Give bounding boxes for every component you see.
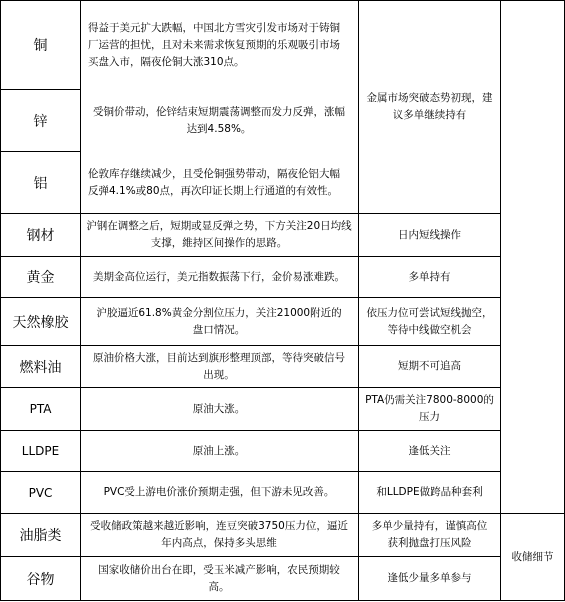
analysis-text: 国家收储价出台在即，受玉米减产影响，农民预期较高。 <box>98 563 340 593</box>
outlook-text: 日内短线操作 <box>398 228 461 241</box>
analysis-cell <box>82 214 356 256</box>
analysis-cell <box>82 346 356 387</box>
analysis-text: 原油价格大涨，目前达到旗形整理顶部，等待突破信号出现。 <box>93 351 345 381</box>
analysis-text: PVC受上游电价涨价预期走强，但下游未见改善。 <box>103 486 335 498</box>
analysis-cell <box>82 152 356 213</box>
outlook-text: 多单持有 <box>408 270 451 283</box>
column-divider <box>500 0 501 601</box>
outlook-text: 逢低少量多单参与 <box>387 572 472 584</box>
analysis-cell <box>82 472 356 513</box>
outlook-text: PTA仍需关注7800-8000的压力 <box>365 394 494 423</box>
outlook-text: 和LLDPE做跨品种套利 <box>376 486 483 498</box>
analysis-text: 原油大涨。 <box>192 402 246 415</box>
analysis-cell <box>82 298 356 345</box>
analysis-cell <box>82 557 356 600</box>
outlook-cell <box>359 431 500 471</box>
analysis-cell <box>82 1 356 89</box>
analysis-text: 原油上涨。 <box>192 444 246 457</box>
outlook-text: 短期不可追高 <box>398 360 461 372</box>
grains-outlook-text: 收储细节 <box>511 550 554 563</box>
outlook-cell <box>359 214 500 256</box>
analysis-text: 受收储政策越来越近影响，连豆突破3750压力位，逼近年内高点，保持多头思维 <box>90 520 348 549</box>
analysis-text: 受铜价带动，伦锌结束短期震荡调整而发力反弹，涨幅达到4.58%。 <box>93 105 345 135</box>
commodity-name: 铜 <box>33 38 48 54</box>
analysis-cell <box>82 388 356 430</box>
commodity-name: 铝 <box>33 175 48 192</box>
outlook-cell <box>501 514 564 600</box>
commodity-name: 油脂类 <box>19 528 62 544</box>
metals-outlook-text: 金属市场突破态势初现，建议多单继续持有 <box>366 92 493 121</box>
outlook-cell <box>359 257 500 297</box>
commodity-name: 锌 <box>33 113 48 130</box>
commodity-name: 钢材 <box>26 228 55 244</box>
outlook-cell <box>359 388 500 430</box>
outlook-cell <box>359 472 500 513</box>
commodity-name: 天然橡胶 <box>12 314 69 331</box>
outlook-cell <box>359 514 500 556</box>
analysis-cell <box>82 90 356 151</box>
commodity-name: 谷物 <box>26 571 55 588</box>
commodity-name: PVC <box>28 485 53 500</box>
analysis-text: 沪钢在调整之后，短期或显反弹之势，下方关注20日均线支撑，維持区间操作的思路。 <box>86 220 352 249</box>
outlook-cell <box>359 557 500 600</box>
outlook-text: 多单少量持有，谨慎高位获利抛盘打压风险 <box>371 520 488 549</box>
outlook-cell <box>359 298 500 345</box>
analysis-cell <box>82 431 356 471</box>
analysis-cell <box>82 514 356 556</box>
analysis-cell <box>82 257 356 297</box>
commodity-name: LLDPE <box>21 444 60 458</box>
outlook-cell <box>359 1 500 213</box>
analysis-text: 沪胶逼近61.8%黄金分割位压力，关注21000附近的盘口情况。 <box>96 306 342 336</box>
commodity-name: 黄金 <box>26 270 55 286</box>
analysis-text: 美期金高位运行，美元指数振荡下行，金价易涨难跌。 <box>93 270 345 283</box>
outlook-cell <box>359 346 500 387</box>
table-border-bottom <box>0 600 565 601</box>
commodity-name: PTA <box>29 402 52 416</box>
commodity-name: 燃料油 <box>19 359 62 376</box>
outlook-text: 依压力位可尝试短线抛空，等待中线做空机会 <box>366 306 493 336</box>
outlook-text: 逢低关注 <box>408 444 451 457</box>
column-divider <box>80 0 81 601</box>
analysis-text: 得益于美元扩大跌幅，中国北方雪灾引发市场对于铸铜厂运营的担忧，且对未来需求恢复预期的乐观吸引市场买盘入市，隔夜伦铜大涨310点。 <box>88 21 340 68</box>
analysis-text: 伦敦库存继续减少，且受伦铜强势带动，隔夜伦铝大幅反弹4.1%或80点，再次印证长期上行通道的有效性。 <box>88 167 340 197</box>
